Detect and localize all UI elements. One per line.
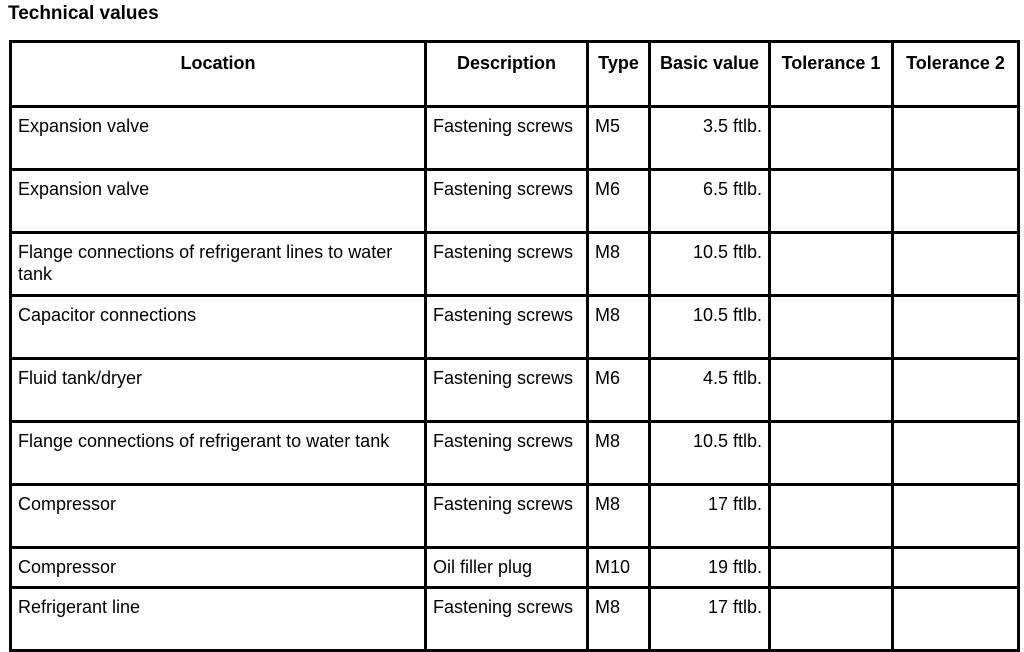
description-cell: Fastening screws: [426, 422, 588, 485]
basic-value-cell: 19 ftlb.: [650, 548, 770, 588]
tolerance-2-cell: [893, 548, 1019, 588]
technical-values-table: [9, 40, 1020, 652]
description-cell: Fastening screws: [426, 107, 588, 170]
description-cell: Oil filler plug: [426, 548, 588, 588]
tolerance-1-cell: [770, 548, 893, 588]
tolerance-1-cell: [770, 485, 893, 548]
location-cell: Expansion valve: [11, 170, 426, 233]
column-header-type: Type: [588, 42, 650, 107]
tolerance-2-cell: [893, 170, 1019, 233]
type-cell: M8: [588, 233, 650, 296]
location-cell: Expansion valve: [11, 107, 426, 170]
tolerance-2-cell: [893, 485, 1019, 548]
type-cell: M8: [588, 485, 650, 548]
column-header-description: Description: [426, 42, 588, 107]
column-header-location: Location: [11, 42, 426, 107]
location-cell: Flange connections of refrigerant to water tank: [11, 422, 426, 485]
tolerance-1-cell: [770, 107, 893, 170]
location-cell: Capacitor connections: [11, 296, 426, 359]
table-header-row: [11, 42, 1019, 107]
type-cell: M5: [588, 107, 650, 170]
tolerance-1-cell: [770, 296, 893, 359]
basic-value-cell: 4.5 ftlb.: [650, 359, 770, 422]
description-cell: Fastening screws: [426, 485, 588, 548]
tolerance-2-cell: [893, 359, 1019, 422]
tolerance-1-cell: [770, 359, 893, 422]
column-header-tolerance-1: Tolerance 1: [770, 42, 893, 107]
type-cell: M8: [588, 296, 650, 359]
basic-value-cell: 10.5 ftlb.: [650, 296, 770, 359]
table-row: [11, 588, 1019, 651]
location-cell: Fluid tank/dryer: [11, 359, 426, 422]
column-header-tolerance-2: Tolerance 2: [893, 42, 1019, 107]
type-cell: M8: [588, 588, 650, 651]
table-row: [11, 296, 1019, 359]
tolerance-1-cell: [770, 588, 893, 651]
tolerance-2-cell: [893, 296, 1019, 359]
table-row: [11, 422, 1019, 485]
description-cell: Fastening screws: [426, 170, 588, 233]
basic-value-cell: 10.5 ftlb.: [650, 422, 770, 485]
type-cell: M6: [588, 170, 650, 233]
basic-value-cell: 3.5 ftlb.: [650, 107, 770, 170]
table-row: [11, 233, 1019, 296]
description-cell: Fastening screws: [426, 233, 588, 296]
tolerance-2-cell: [893, 107, 1019, 170]
basic-value-cell: 10.5 ftlb.: [650, 233, 770, 296]
tolerance-2-cell: [893, 233, 1019, 296]
location-cell: Flange connections of refrigerant lines to water tank: [11, 233, 426, 296]
tolerance-1-cell: [770, 422, 893, 485]
description-cell: Fastening screws: [426, 588, 588, 651]
table-row: [11, 170, 1019, 233]
type-cell: M6: [588, 359, 650, 422]
table-row: [11, 359, 1019, 422]
location-cell: Compressor: [11, 548, 426, 588]
tolerance-1-cell: [770, 170, 893, 233]
tolerance-2-cell: [893, 588, 1019, 651]
table-row: [11, 548, 1019, 588]
description-cell: Fastening screws: [426, 296, 588, 359]
location-cell: Refrigerant line: [11, 588, 426, 651]
table-row: [11, 107, 1019, 170]
basic-value-cell: 17 ftlb.: [650, 485, 770, 548]
tolerance-1-cell: [770, 233, 893, 296]
type-cell: M8: [588, 422, 650, 485]
column-header-basic-value: Basic value: [650, 42, 770, 107]
tolerance-2-cell: [893, 422, 1019, 485]
location-cell: Compressor: [11, 485, 426, 548]
basic-value-cell: 6.5 ftlb.: [650, 170, 770, 233]
description-cell: Fastening screws: [426, 359, 588, 422]
type-cell: M10: [588, 548, 650, 588]
table-row: [11, 485, 1019, 548]
page-title: Technical values: [8, 3, 159, 24]
basic-value-cell: 17 ftlb.: [650, 588, 770, 651]
